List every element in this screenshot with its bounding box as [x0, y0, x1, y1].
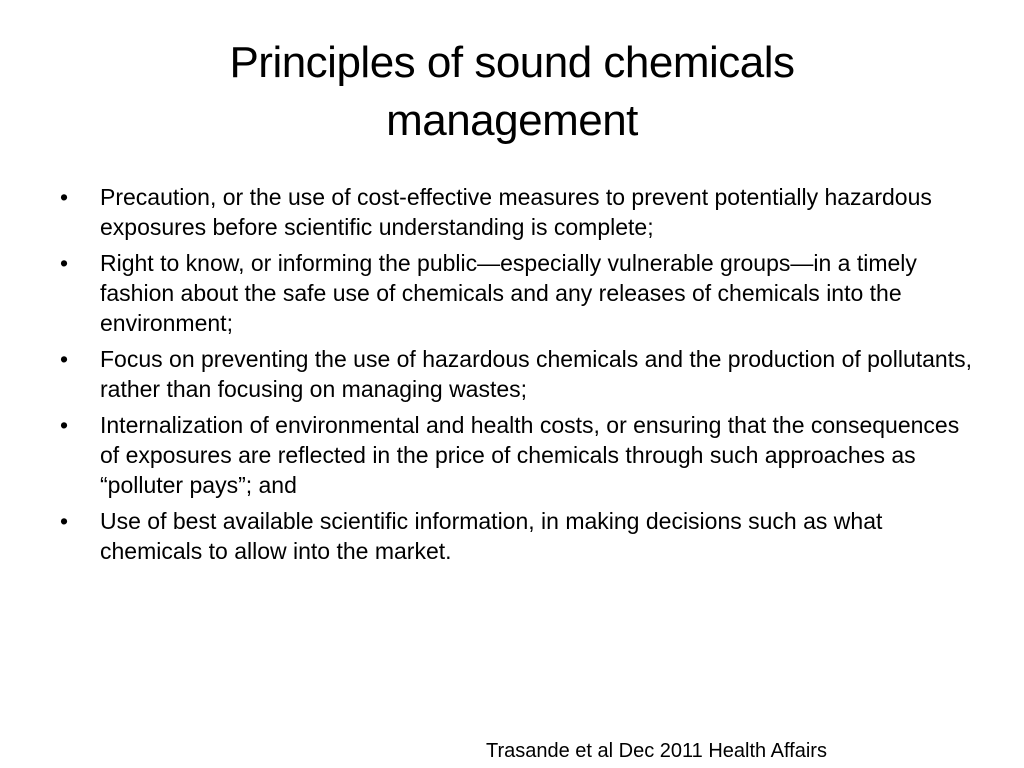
citation: Trasande et al Dec 2011 Health Affairs [486, 740, 827, 762]
bullet-text: Use of best available scientific information, in making decisions such as what chemicals to allow into the market. [100, 508, 883, 564]
slide-title: Principles of sound chemicals management [229, 38, 795, 145]
bullet-icon: • [60, 508, 69, 534]
bullet-item [60, 248, 980, 338]
bullet-icon: • [60, 184, 69, 210]
bullet-item [60, 344, 980, 404]
bullet-text: Right to know, or informing the public—especially vulnerable groups—in a timely fashion about the safe use of chemicals and any releases of chemicals into the environment; [100, 250, 917, 336]
bullet-icon: • [60, 346, 69, 372]
bullet-text: Internalization of environmental and health costs, or ensuring that the consequences of exposures are reflected in the price of chemicals through such approaches as “polluter pays”; and [100, 412, 960, 498]
bullet-text: Precaution, or the use of cost-effective measures to prevent potentially hazardous exposures before scientific understanding is complete; [100, 184, 932, 240]
bullet-item [60, 182, 980, 242]
bullet-icon: • [60, 412, 69, 438]
bullet-item [60, 410, 980, 500]
bullet-list [60, 182, 980, 572]
bullet-icon: • [60, 250, 69, 276]
bullet-text: Focus on preventing the use of hazardous chemicals and the production of pollutants, rather than focusing on managing wastes; [100, 346, 972, 402]
bullet-item [60, 506, 980, 566]
